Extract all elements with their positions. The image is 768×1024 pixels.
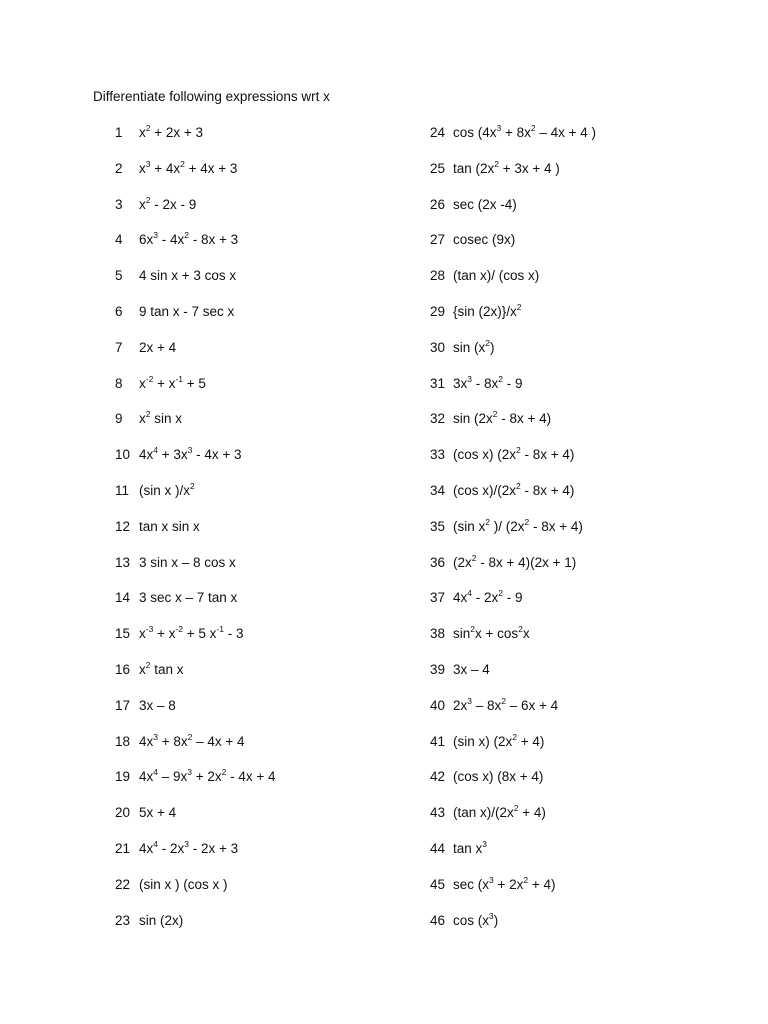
exercise-item bbox=[115, 194, 276, 233]
exercise-item bbox=[430, 838, 596, 877]
exercise-item bbox=[115, 268, 276, 304]
exercise-number: 19 bbox=[115, 769, 131, 785]
exercise-expression: 3x – 8 bbox=[139, 697, 176, 713]
exercise-item bbox=[430, 769, 596, 805]
exercise-item bbox=[430, 552, 596, 591]
exercise-expression: $x^2$ sin x bbox=[139, 409, 182, 427]
exercise-number: 11 bbox=[115, 482, 130, 498]
exercise-number: 23 bbox=[115, 912, 131, 928]
exercise-item bbox=[430, 268, 596, 304]
exercise-number: 36 bbox=[430, 554, 446, 570]
exercise-item bbox=[430, 695, 596, 734]
exercise-expression: $4x^4 - 9x^3 + 2x^2 - 4x + 4$ bbox=[139, 767, 276, 785]
exercise-item bbox=[430, 301, 596, 340]
exercise-number: 32 bbox=[430, 411, 446, 427]
worksheet-title: Differentiate following expressions wrt x bbox=[93, 89, 330, 104]
exercise-expression: (tan $x)/(2x^2 + 4)$ bbox=[453, 803, 546, 821]
left-column bbox=[115, 125, 276, 948]
exercise-number: 35 bbox=[430, 518, 446, 534]
exercise-item bbox=[430, 232, 596, 268]
exercise-expression: (cos x) (8x + 4) bbox=[453, 769, 544, 785]
exercise-item bbox=[115, 373, 276, 412]
exercise-item bbox=[430, 158, 596, 197]
exercise-item bbox=[430, 411, 596, 447]
exercise-item bbox=[115, 913, 276, 949]
exercise-expression: $x^{-3} + x^{-2} + 5$ $x^{-1} - 3$ bbox=[139, 624, 244, 642]
exercise-number: 15 bbox=[115, 626, 131, 642]
exercise-expression: {sin $(2x)\}/x^2$ bbox=[453, 301, 522, 319]
exercise-item bbox=[115, 731, 276, 770]
exercise-number: 40 bbox=[430, 697, 446, 713]
exercise-item bbox=[115, 769, 276, 805]
exercise-number: 30 bbox=[430, 339, 446, 355]
exercise-item bbox=[430, 662, 596, 698]
exercise-expression: $\sec (x^3 + 2x^2 + 4)$ bbox=[453, 874, 556, 892]
exercise-number: 39 bbox=[430, 661, 446, 677]
exercise-item bbox=[430, 805, 596, 841]
exercise-item bbox=[115, 805, 276, 841]
exercise-expression: (sin x )$/x^2$ bbox=[139, 480, 195, 498]
exercise-number: 5 bbox=[115, 268, 123, 284]
exercise-item bbox=[430, 731, 596, 770]
exercise-item bbox=[115, 304, 276, 340]
exercise-expression: $\tan (2x^2 + 3x + 4$ ) bbox=[453, 158, 560, 176]
exercise-expression: 4 sin x + 3 cos x bbox=[139, 268, 237, 284]
exercise-item bbox=[115, 340, 276, 376]
exercise-expression: $x^2 - 2x - 9$ bbox=[139, 194, 197, 212]
exercise-item bbox=[430, 626, 596, 662]
exercise-item bbox=[430, 516, 596, 555]
exercise-expression: 5x + 4 bbox=[139, 805, 177, 821]
exercise-item bbox=[430, 480, 596, 519]
exercise-expression: (sin x) $(2x^2 + 4)$ bbox=[453, 731, 545, 749]
exercise-number: 33 bbox=[430, 447, 446, 463]
exercise-item bbox=[115, 877, 276, 913]
exercise-item bbox=[115, 838, 276, 877]
exercise-expression: $(2x^2 - 8x + 4)(2x + 1)$ bbox=[453, 552, 577, 570]
exercise-number: 18 bbox=[115, 733, 131, 749]
exercise-expression: $4x^3 + 8x^2 - 4x + 4$ bbox=[139, 731, 245, 749]
exercise-number: 28 bbox=[430, 268, 446, 284]
exercise-item bbox=[115, 158, 276, 197]
exercise-expression: sin (2x) bbox=[139, 912, 184, 928]
exercise-expression: 9 tan x - 7 sec x bbox=[139, 303, 235, 319]
exercise-expression: (sin x ) (cos x ) bbox=[139, 876, 228, 892]
exercise-expression: $2x^3 - 8x^2 - 6x + 4$ bbox=[453, 695, 559, 713]
exercise-item bbox=[430, 197, 596, 233]
exercise-item bbox=[115, 411, 276, 447]
exercise-number: 3 bbox=[115, 196, 123, 212]
exercise-number: 38 bbox=[430, 626, 446, 642]
exercise-number: 41 bbox=[430, 733, 446, 749]
exercise-item bbox=[115, 125, 276, 161]
exercise-item bbox=[430, 590, 596, 626]
exercise-expression: sec (2x -4) bbox=[453, 196, 517, 212]
exercise-expression: $4x^4 + 3x^3 - 4x + 3$ bbox=[139, 445, 242, 463]
right-column bbox=[430, 125, 596, 948]
exercise-number: 16 bbox=[115, 661, 131, 677]
exercise-expression: $3x^3 - 8x^2 - 9$ bbox=[453, 373, 523, 391]
exercise-expression: $\sin (x^2)$ bbox=[453, 337, 495, 355]
exercise-expression: (cos $x)/(2x^2 - 8x + 4)$ bbox=[453, 480, 575, 498]
exercise-number: 22 bbox=[115, 876, 131, 892]
exercise-item bbox=[115, 659, 276, 698]
exercise-item bbox=[430, 373, 596, 412]
exercise-item bbox=[115, 626, 276, 662]
exercise-item bbox=[115, 519, 276, 555]
exercise-expression: $\sin (2x^2 - 8x + 4)$ bbox=[453, 409, 552, 427]
exercise-expression: 3x – 4 bbox=[453, 661, 490, 677]
exercise-expression: cosec (9x) bbox=[453, 232, 516, 248]
exercise-expression: $\cos (4x^3 + 8x^2 - 4x + 4$ ) bbox=[453, 123, 597, 140]
exercise-number: 4 bbox=[115, 232, 123, 248]
exercise-number: 44 bbox=[430, 840, 446, 856]
exercise-number: 37 bbox=[430, 590, 446, 606]
exercise-number: 46 bbox=[430, 912, 446, 928]
exercise-expression: $x^{-2} + x^{-1} + 5$ bbox=[139, 373, 206, 391]
exercise-number: 17 bbox=[115, 697, 131, 713]
exercise-expression: $x^2$ tan x bbox=[139, 659, 184, 677]
exercise-number: 9 bbox=[115, 411, 123, 427]
exercise-number: 20 bbox=[115, 805, 131, 821]
exercise-number: 27 bbox=[430, 232, 446, 248]
exercise-expression: $\sin^2x + \cos^2x$ bbox=[453, 624, 530, 642]
exercise-number: 29 bbox=[430, 303, 446, 319]
exercise-expression: $6x^3 - 4x^2 - 8x + 3$ bbox=[139, 230, 239, 248]
exercise-item bbox=[115, 698, 276, 734]
exercise-item bbox=[430, 337, 596, 376]
exercise-item bbox=[115, 590, 276, 626]
exercise-number: 42 bbox=[430, 769, 446, 785]
exercise-number: 25 bbox=[430, 160, 446, 176]
exercise-item bbox=[115, 447, 276, 483]
exercise-item bbox=[430, 874, 596, 913]
exercise-expression: 3 sec x – 7 tan x bbox=[139, 590, 238, 606]
exercise-number: 24 bbox=[430, 125, 446, 140]
exercise-number: 14 bbox=[115, 590, 131, 606]
exercise-number: 13 bbox=[115, 554, 131, 570]
exercise-expression: $x^3 + 4x^2 + 4x + 3$ bbox=[139, 158, 238, 176]
exercise-number: 26 bbox=[430, 196, 446, 212]
exercise-expression: (tan x)/ (cos x) bbox=[453, 268, 540, 284]
exercise-number: 6 bbox=[115, 303, 123, 319]
exercise-number: 34 bbox=[430, 482, 446, 498]
exercise-expression: $\cos (x^3)$ bbox=[453, 910, 499, 928]
exercise-expression: $x^2 + 2x + 3$ bbox=[139, 123, 204, 140]
exercise-number: 2 bbox=[115, 160, 123, 176]
exercise-item bbox=[115, 480, 276, 519]
exercise-expression: tan x sin x bbox=[139, 518, 200, 534]
exercise-item bbox=[115, 555, 276, 591]
exercise-item bbox=[430, 910, 596, 949]
exercise-number: 8 bbox=[115, 375, 123, 391]
exercise-item bbox=[115, 232, 276, 268]
exercise-number: 7 bbox=[115, 339, 123, 355]
exercise-number: 43 bbox=[430, 805, 446, 821]
exercise-expression: (sin $x^2$ )/ $(2x^2 - 8x + 4)$ bbox=[453, 516, 583, 534]
exercise-number: 31 bbox=[430, 375, 446, 391]
exercise-expression: 3 sin x – 8 cos x bbox=[139, 554, 236, 570]
exercise-number: 45 bbox=[430, 876, 446, 892]
exercise-number: 12 bbox=[115, 518, 131, 534]
exercise-expression: (cos x) $(2x^2 - 8x + 4)$ bbox=[453, 445, 575, 463]
exercise-expression: $\tan x^3$ bbox=[453, 838, 488, 856]
exercise-expression: 2x + 4 bbox=[139, 339, 177, 355]
exercise-item bbox=[430, 125, 596, 161]
exercise-number: 10 bbox=[115, 447, 131, 463]
exercise-number: 21 bbox=[115, 840, 131, 856]
exercise-expression: $4x^4 - 2x^2 - 9$ bbox=[453, 588, 523, 606]
exercise-item bbox=[430, 447, 596, 483]
exercise-expression: $4x^4 - 2x^3 - 2x + 3$ bbox=[139, 838, 239, 856]
exercise-number: 1 bbox=[115, 125, 123, 140]
